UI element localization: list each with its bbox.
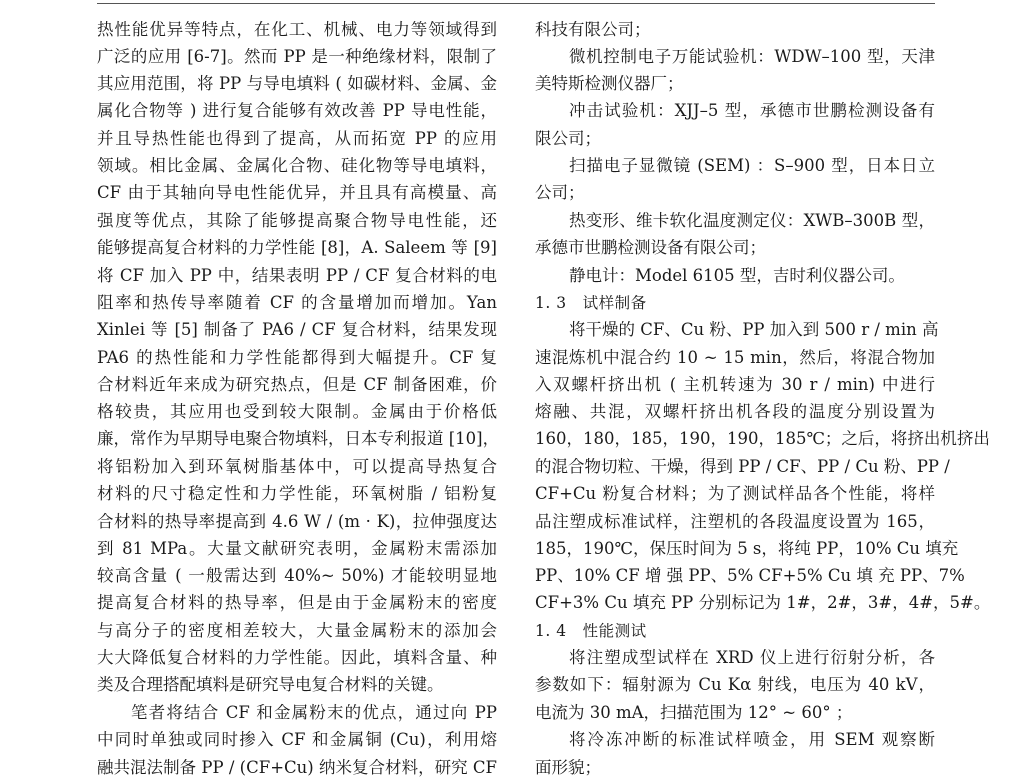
text-line: CF+3% Cu 填充 PP 分别标记为 1#，2#，3#，4#，5#。: [535, 593, 991, 612]
text-line: 中同时单独或同时掺入 CF 和金属铜 (Cu)，利用熔: [97, 730, 497, 749]
text-line: 与高分子的密度相差较大，大量金属粉末的添加会: [97, 621, 497, 640]
text-line: CF 由于其轴向导电性能优异，并且具有高模量、高: [97, 183, 497, 202]
text-line: 将冷冻冲断的标准试样喷金，用 SEM 观察断: [569, 730, 935, 749]
text-line: 科技有限公司；: [535, 20, 651, 39]
text-line: 品注塑成标准试样，注塑机的各段温度设置为 165，: [535, 512, 935, 531]
text-line: 面形貌；: [535, 758, 601, 777]
text-line: 融共混法制备 PP / (CF+Cu) 纳米复合材料，研究 CF: [97, 758, 497, 777]
text-line: 大大降低复合材料的力学性能。因此，填料含量、种: [97, 648, 497, 667]
text-line: 笔者将结合 CF 和金属粉末的优点，通过向 PP: [131, 703, 497, 722]
text-line: 强度等优点，其除了能够提高聚合物导电性能，还: [97, 211, 497, 230]
text-line: 合材料近年来成为研究热点，但是 CF 制备困难，价: [97, 375, 497, 394]
text-line: 类及合理搭配填料是研究导电复合材料的关键。: [97, 675, 444, 694]
top-rule: [97, 3, 935, 4]
text-line: 的混合物切粒、干燥，得到 PP / CF、PP / Cu 粉、PP /: [535, 457, 950, 476]
text-line: 限公司；: [535, 129, 601, 148]
text-line: 热性能优异等特点，在化工、机械、电力等领域得到: [97, 20, 497, 39]
text-line: CF+Cu 粉复合材料；为了测试样品各个性能，将样: [535, 484, 935, 503]
text-line: 属化合物等 ) 进行复合能够有效改善 PP 导电性能，: [97, 101, 497, 120]
text-line: 扫描电子显微镜 (SEM) ：S–900 型，日本日立: [569, 156, 935, 175]
text-line: PP、10% CF 增 强 PP、5% CF+5% Cu 填 充 PP、7%: [535, 566, 965, 585]
text-line: 材料的尺寸稳定性和力学性能，环氧树脂 / 铝粉复: [97, 484, 497, 503]
text-line: 将注塑成型试样在 XRD 仪上进行衍射分析，各: [569, 648, 935, 667]
text-line: 微机控制电子万能试验机：WDW–100 型，天津: [569, 47, 935, 66]
text-line: 185，190℃，保压时间为 5 s，将纯 PP，10% Cu 填充: [535, 539, 959, 558]
section-heading: 1. 4 性能测试: [535, 622, 647, 640]
text-line: 160，180，185，190，190，185℃；之后，将挤出机挤出: [535, 429, 990, 448]
text-line: 热变形、维卡软化温度测定仪：XWB–300B 型，: [569, 211, 935, 230]
text-line: 廉，常作为早期导电聚合物填料，日本专利报道 [10]，: [97, 429, 500, 448]
text-line: 并且导热性能也得到了提高，从而拓宽 PP 的应用: [97, 129, 497, 148]
text-line: Xinlei 等 [5] 制备了 PA6 / CF 复合材料，结果发现: [97, 320, 497, 339]
text-line: 承德市世鹏检测设备有限公司；: [535, 238, 766, 257]
text-line: 合材料的热导率提高到 4.6 W / (m · K)，拉伸强度达: [97, 512, 497, 531]
text-line: 格较贵，其应用也受到较大限制。金属由于价格低: [97, 402, 497, 421]
text-line: 美特斯检测仪器厂；: [535, 74, 684, 93]
text-line: 广泛的应用 [6-7]。然而 PP 是一种绝缘材料，限制了: [97, 47, 497, 66]
text-line: PA6 的热性能和力学性能都得到大幅提升。CF 复: [97, 348, 497, 367]
text-line: 熔融、共混，双螺杆挤出机各段的温度分别设置为: [535, 402, 935, 421]
text-line: 参数如下：辐射源为 Cu Kα 射线，电压为 40 kV，: [535, 675, 935, 694]
text-line: 到 81 MPa。大量文献研究表明，金属粉末需添加: [97, 539, 497, 558]
text-line: 公司；: [535, 183, 585, 202]
text-line: 提高复合材料的热导率，但是由于金属粉末的密度: [97, 593, 497, 612]
text-line: 入双螺杆挤出机 ( 主机转速为 30 r / min) 中进行: [535, 375, 935, 394]
text-line: 将 CF 加入 PP 中，结果表明 PP / CF 复合材料的电: [97, 266, 497, 285]
text-line: 将铝粉加入到环氧树脂基体中，可以提高导热复合: [97, 457, 497, 476]
text-line: 静电计：Model 6105 型，吉时利仪器公司。: [569, 266, 905, 285]
text-line: 其应用范围，将 PP 与导电填料 ( 如碳材料、金属、金: [97, 74, 497, 93]
text-line: 领域。相比金属、金属化合物、硅化物等导电填料，: [97, 156, 497, 175]
text-line: 冲击试验机：XJJ–5 型，承德市世鹏检测设备有: [569, 101, 935, 120]
text-line: 将干燥的 CF、Cu 粉、PP 加入到 500 r / min 高: [569, 320, 939, 339]
text-line: 能够提高复合材料的力学性能 [8]，A. Saleem 等 [9]: [97, 238, 497, 257]
text-line: 阻率和热传导率随着 CF 的含量增加而增加。Yan: [97, 293, 497, 312]
section-heading: 1. 3 试样制备: [535, 294, 647, 312]
text-line: 电流为 30 mA，扫描范围为 12° ~ 60° ；: [535, 703, 853, 722]
text-line: 速混炼机中混合约 10 ~ 15 min，然后，将混合物加: [535, 348, 935, 367]
text-line: 较高含量 ( 一般需达到 40%~ 50%) 才能较明显地: [97, 566, 497, 585]
